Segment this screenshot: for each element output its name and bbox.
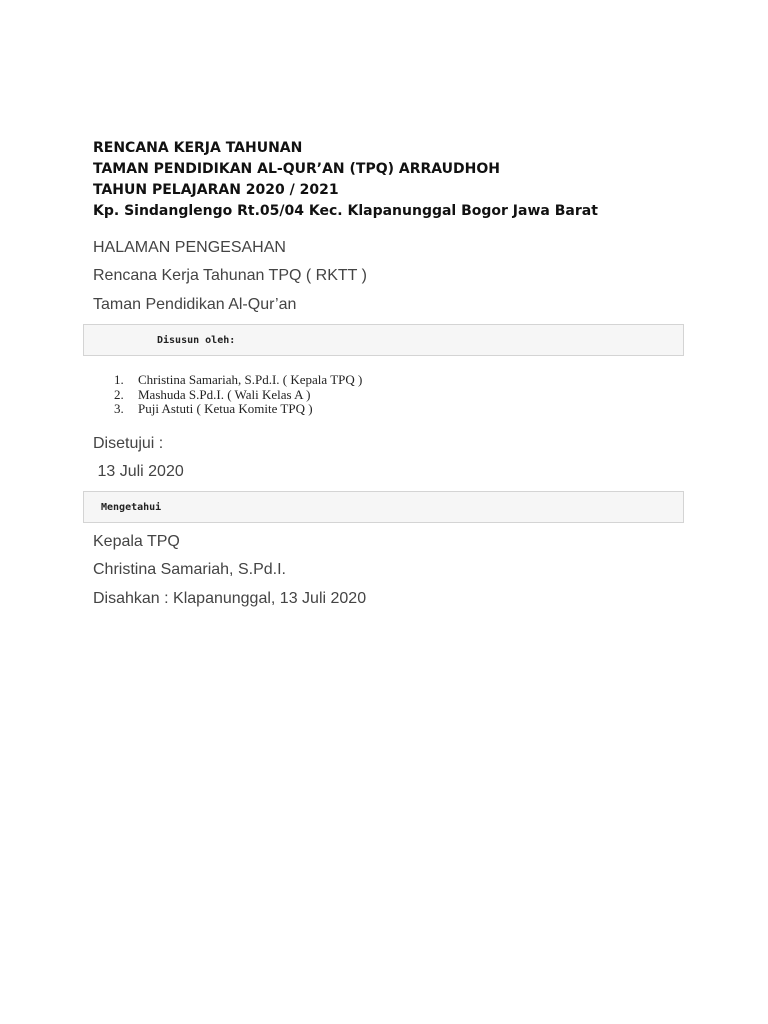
signer-name: Christina Samariah, S.Pd.I. ( Kepala TPQ ) [138,372,363,387]
principal-name: Christina Samariah, S.Pd.I. [93,561,286,578]
plan-name: Rencana Kerja Tahunan TPQ ( RKTT ) [93,267,367,284]
list-item [114,373,362,388]
school-name: Taman Pendidikan Al-Qur’an [93,296,297,313]
acknowledged-box [83,491,684,523]
ratification-text: Disahkan : Klapanunggal, 13 Juli 2020 [93,590,367,607]
approval-date: 13 Juli 2020 [93,463,184,480]
list-number: 3. [114,401,124,416]
approval-label: Disetujui : [93,435,164,452]
document-header [93,138,598,222]
pengesahan-title: HALAMAN PENGESAHAN [93,239,286,256]
prepared-by-box [83,324,684,356]
signer-name: Puji Astuti ( Ketua Komite TPQ ) [138,401,313,416]
list-item [114,402,362,417]
list-item [114,388,362,403]
prepared-by-label: Disusun oleh: [157,335,236,346]
header-address: Kp. Sindanglengo Rt.05/04 Kec. Klapanunggal Bogor Jawa Barat [93,203,598,219]
header-title: RENCANA KERJA TAHUNAN [93,140,303,156]
signer-list [114,373,362,417]
signer-name: Mashuda S.Pd.I. ( Wali Kelas A ) [138,386,311,402]
principal-title: Kepala TPQ [93,533,180,550]
acknowledged-label: Mengetahui [101,502,162,513]
list-number: 1. [114,372,124,387]
header-academic-year: TAHUN PELAJARAN 2020 / 2021 [93,182,339,198]
list-number: 2. [114,386,124,402]
header-institution: TAMAN PENDIDIKAN AL-QUR’AN (TPQ) ARRAUDHOH [93,161,500,177]
